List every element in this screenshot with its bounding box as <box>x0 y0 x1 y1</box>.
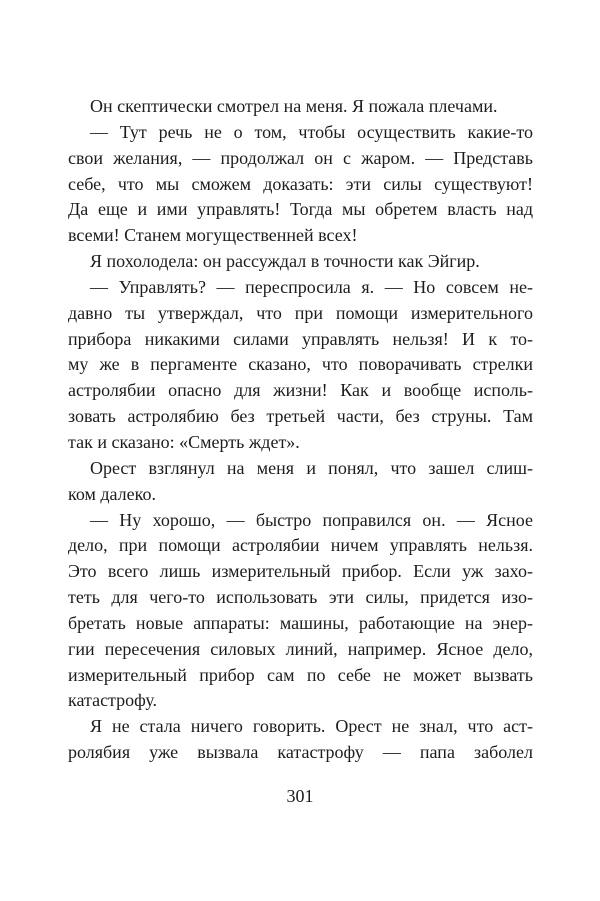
text-line: — Тут речь не о том, чтобы осуществить какие-то <box>90 121 533 142</box>
text-line: так и сказано: «Смерть ждет». <box>68 431 300 452</box>
text-line: ролябия уже вызвала катастрофу — папа заболел <box>68 742 533 763</box>
text-line: астролябии опасно для жизни! Как и вообще исполь- <box>68 380 533 401</box>
text-line: гии пересечения силовых линий, например. Ясное дело, <box>68 638 533 659</box>
text-line: Я не стала ничего говорить. Орест не знал, что аст- <box>90 716 533 737</box>
paragraph <box>68 249 533 275</box>
text-line: Он скептически смотрел на меня. Я пожала плечами. <box>90 96 498 116</box>
text-line: ком далеко. <box>68 483 156 504</box>
page-number: 301 <box>286 786 314 806</box>
text-line: теть для чего-то использовать эти силы, придется изо- <box>68 587 533 608</box>
text-line: себе, что мы сможем доказать: эти силы существуют! <box>68 173 533 194</box>
text-line: измерительный прибор сам по себе не может вызвать <box>68 664 533 685</box>
text-line: прибора никакими силами управлять нельзя! И к то- <box>68 328 533 349</box>
paragraph <box>68 508 533 715</box>
text-line: Да еще и ими управлять! Тогда мы обретем власть над <box>68 199 533 220</box>
text-line: катастрофу. <box>68 690 158 711</box>
text-line: Это всего лишь измерительный прибор. Если уж захо- <box>68 561 533 582</box>
text-line: му же в пергаменте сказано, что поворачивать стрелки <box>68 354 533 375</box>
paragraph <box>68 456 533 508</box>
text-line: Я похолодела: он рассуждал в точности как Эйгир. <box>90 251 480 272</box>
text-line: Орест взглянул на меня и понял, что зашел слиш- <box>90 457 533 478</box>
paragraph <box>68 275 533 456</box>
text-line: всеми! Станем могущественней всех! <box>68 225 358 246</box>
text-line: свои желания, — продолжал он с жаром. — Представь <box>68 147 533 168</box>
text-line: дело, при помощи астролябии ничем управлять нельзя. <box>68 535 533 556</box>
text-line: зовать астролябию без третьей части, без струны. Там <box>68 406 533 427</box>
body-text <box>68 94 533 766</box>
text-line: — Ну хорошо, — быстро поправился он. — Ясное <box>90 509 533 530</box>
paragraph <box>68 714 533 766</box>
text-line: — Управлять? — переспросила я. — Но совсем не- <box>90 276 533 297</box>
paragraph <box>68 120 533 249</box>
paragraph <box>68 94 533 120</box>
text-line: бретать новые аппараты: машины, работающие на энер- <box>68 612 533 633</box>
text-line: давно ты утверждал, что при помощи измерительного <box>68 302 533 323</box>
